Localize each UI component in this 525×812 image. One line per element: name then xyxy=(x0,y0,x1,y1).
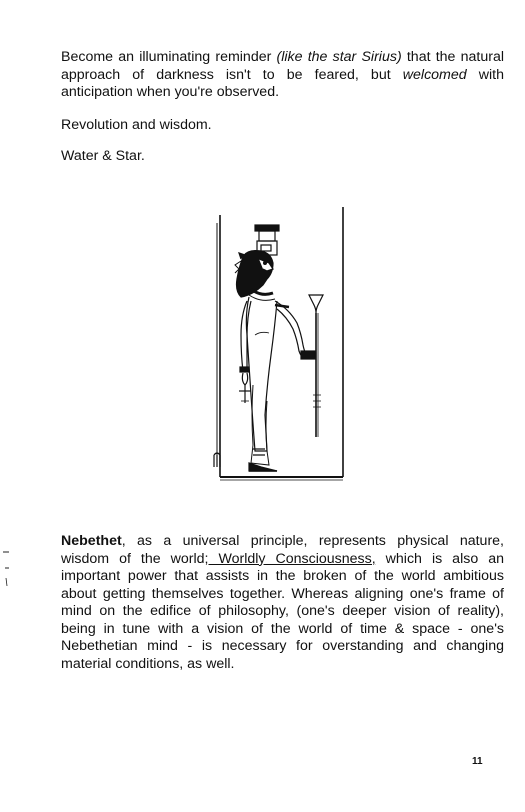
intro-text-1: Become an illuminating reminder xyxy=(61,49,277,65)
intro-italic-sirius: (like the star Sirius) xyxy=(276,49,402,65)
nebethet-name: Nebethet xyxy=(61,533,122,549)
nebethet-text-1: , as a universal principle, represents physical nature, wisdom of the world; xyxy=(61,533,504,567)
intro-italic-welcomed: welcomed xyxy=(402,66,467,83)
intro-text-2: that the natural approach of darkness isn't to be feared, but xyxy=(61,49,504,83)
margin-scan-marks xyxy=(0,548,12,590)
nebethet-paragraph xyxy=(61,533,504,673)
nebethet-text-2: which is also an important power that assists in the broken of the world ambitious about getting themselves together. Whereas aligning one's frame of mind on the edifice of philosophy, (one's deeper vision of reality), being in tune with a vision of the world of time & space - one's Nebethetian mind - is necessary for overstanding and changing material conditions, as well. xyxy=(61,550,504,672)
egyptian-goddess-figure-icon xyxy=(205,205,361,485)
revolution-line: Revolution and wisdom. xyxy=(61,117,212,133)
intro-text-3: with anticipation when you're observed. xyxy=(61,66,505,100)
water-star-line: Water & Star. xyxy=(61,148,145,164)
page-number: 11 xyxy=(472,756,483,767)
intro-paragraph xyxy=(61,49,504,102)
worldly-consciousness-underlined: Worldly Consciousness, xyxy=(208,550,376,567)
